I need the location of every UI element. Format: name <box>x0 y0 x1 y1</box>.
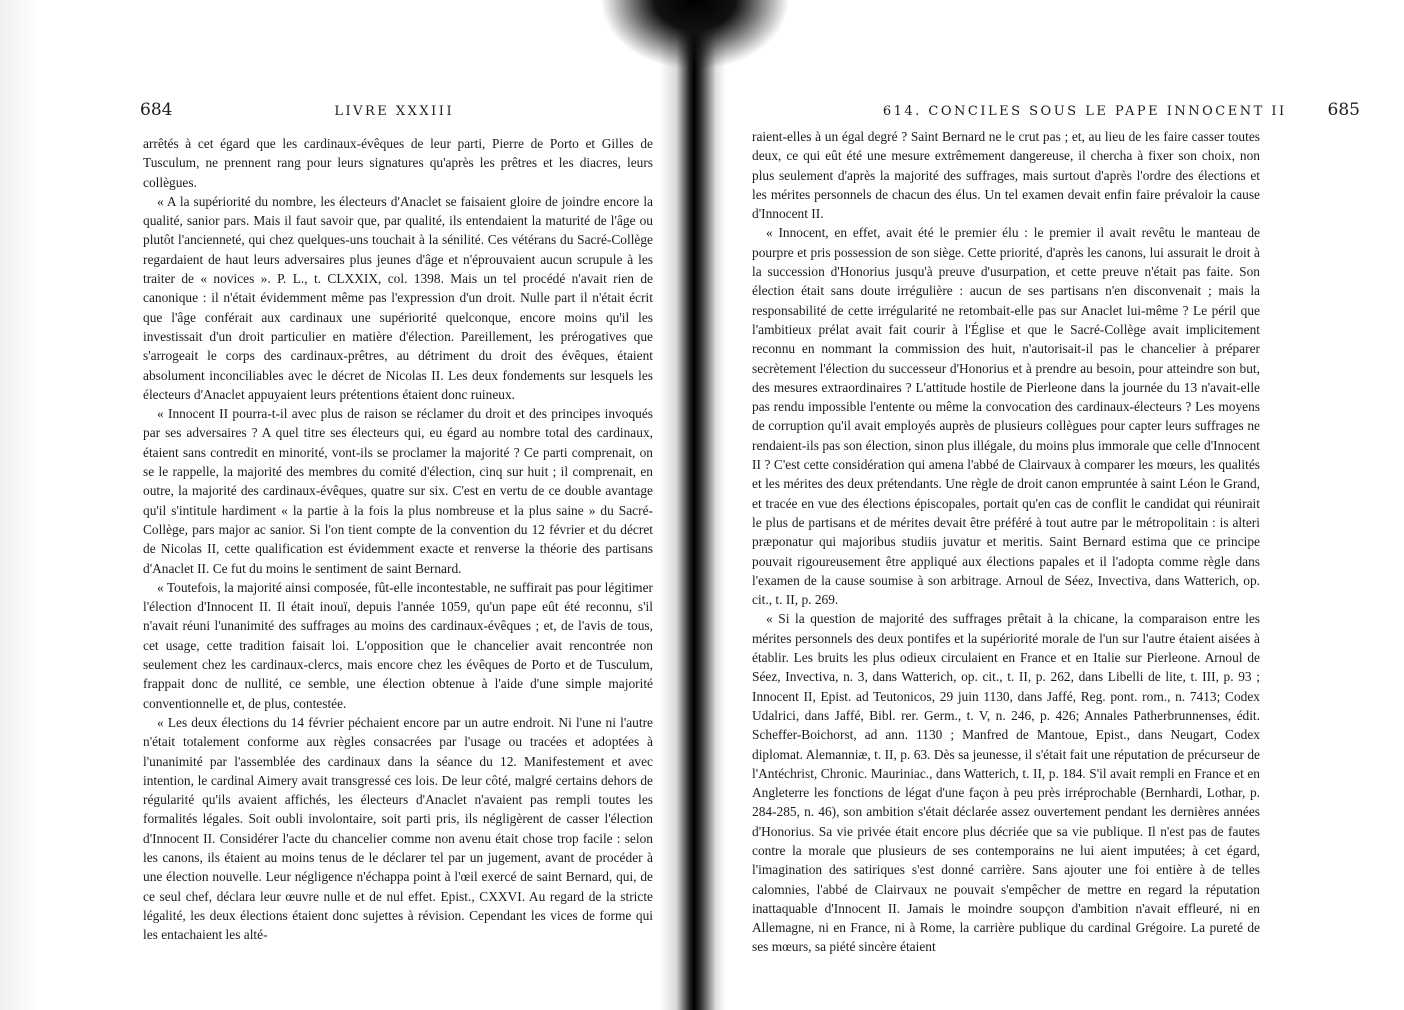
left-running-title: LIVRE XXXIII <box>334 104 455 119</box>
left-running-head <box>140 100 650 120</box>
left-paragraph-4: « Toutefois, la majorité ainsi composée, fût-elle incontestable, ne suffirait pas pour légitimer l'élection d'Innocent II. Il était inouï, depuis l'année 1059, qu'un pape eût été reconnu, s'il n'avait réuni l'unanimité des suffrages au moins des cardinaux-évêques ; et, de l'avis de tous, cet usage, cette tradition faisait loi. L'opposition que le chancelier avait rencontrée non seulement chez les cardinaux-clercs, mais encore chez les évêques de Porto et de Tusculum, frappait donc de nullité, ce semble, une élection obtenue à l'aide d'une simple majorité conventionnelle et, de plus, contestée. <box>143 579 653 711</box>
right-paragraph-2: « Innocent, en effet, avait été le premier élu : le premier il avait revêtu le manteau de pourpre et pris possession de son siège. Cette priorité, d'après les canons, lui assurait le droit à la succession d'Honorius jusqu'à preuve d'usurpation, et cette preuve n'était pas faite. Son élection était sans doute irrégulière : aucun de ses partisans n'en disconvenait ; mais la responsabilité de cette irrégularité ne retombait-elle pas sur Anaclet lui-même ? Le péril que l'ambitieux prélat avait fait courir à l'Église et que le Sacré-Collège avait implicitement reconnu en nommant la commission des huit, n'autorisait-il pas le chancelier à préparer secrètement l'élection du successeur d'Honorius et à prendre au besoin, pour atteindre son but, des mesures extraordinaires ? L'attitude hostile de Pierleone dans la journée du 13 n'avait-elle pas rendu impossible l'entente ou même la convocation des cardinaux-électeurs ? Les moyens de corruption qu'il avait employés auprès de plusieurs collègues pour capter leurs suffrages ne rendaient-ils pas son élection, sinon plus illégale, du moins plus immorale que celle d'Innocent II ? C'est cette considération qui amena l'abbé de Clairvaux à comparer les mœurs, les qualités et les mérites des deux prétendants. Une règle de droit canon empruntée à saint Léon le Grand, et tracée en vue des élections épiscopales, portait qu'en cas de conflit le candidat qui réunirait le plus de partisans et de mérites devait être préféré à tout autre par le métropolitain : is alteri præponatur qui majoribus studiis juvatur et meritis. Saint Bernard estima que ce principe pouvait rigoureusement être appliqué aux élections papales et il l'adopta comme règle dans l'examen de la cause soumise à son arbitrage. Arnoul de Séez, Invectiva, dans Watterich, op. cit., t. II, p. 269. <box>752 225 1260 608</box>
right-paragraph-1: raient-elles à un égal degré ? Saint Bernard ne le crut pas ; et, au lieu de les faire casser toutes deux, ce qui eût été une mesure extrêmement dangereuse, il chercha à fixer son choix, non plus seulement d'après la majorité des suffrages, mais surtout d'après l'ordre des élections et les mérites personnels de chacun des élus. Un tel examen devait enfin faire prévaloir la cause d'Innocent II. <box>752 129 1260 222</box>
right-page-number: 685 <box>1327 100 1360 120</box>
left-paragraph-5: « Les deux élections du 14 février péchaient encore par un autre endroit. Ni l'une ni l'autre n'était totalement conforme aux règles consacrées par l'usage ou tracées et adoptées à l'unanimité par l'assemblée des cardinaux dans la séance du 12. Manifestement et avec intention, le cardinal Aimery avait transgressé ces lois. De leur côté, malgré certains dehors de régularité qu'ils avaient affichés, les électeurs d'Anaclet n'avaient pas rempli toutes les formalités légales. Soit oubli involontaire, soit parti pris, ils négligèrent de casser l'élection d'Innocent II. Considérer l'acte du chancelier comme non avenu était chose trop facile : selon les canons, ils étaient au moins tenus de le déclarer tel par un jugement, avant de procéder à une élection nouvelle. Leur négligence n'échappa point à l'œil exercé de saint Bernard, qui, de ce seul chef, déclara leur œuvre nulle et de nul effet. Epist., CXXVI. Au regard de la stricte légalité, les deux élections étaient donc sujettes à révision. Cependant les vices de forme qui les entachaient les alté- <box>143 714 653 943</box>
left-body-text <box>143 134 653 944</box>
left-page <box>0 0 670 1010</box>
left-paragraph-1: arrêtés à cet égard que les cardinaux-évêques de leur parti, Pierre de Porto et Gilles de Tusculum, ne prennent rang pour leurs signatures qu'après les prêtres et les diacres, leurs collègues. <box>143 136 653 190</box>
right-body-text <box>752 127 1260 957</box>
left-page-number: 684 <box>140 100 173 120</box>
left-paragraph-2: « A la supériorité du nombre, les électeurs d'Anaclet se faisaient gloire de joindre encore la qualité, sanior pars. Mais il faut savoir que, par qualité, ils entendaient la maturité de l'âge ou plutôt l'ancienneté, qui chez quelques-uns touchait à la sénilité. Ces vétérans du Sacré-Collège regardaient de haut leurs adversaires plus jeunes d'âge et n'éprouvaient aucun scrupule à les traiter de « novices ». P. L., t. CLXXIX, col. 1398. Mais un tel procédé n'avait rien de canonique : il n'était évidemment même pas l'expression d'un droit. Nulle part il n'était écrit que l'âge conférait aux cardinaux une supériorité quelconque, encore moins qu'il les investissait d'un droit particulier en matière d'élection. Pareillement, les prérogatives que s'arrogeait le corps des cardinaux-prêtres, au détriment du droit des évêques, étaient absolument inconciliables avec le décret de Nicolas II. Les deux fondements sur lesquels les électeurs d'Anaclet appuyaient leurs prétentions étaient donc ruineux. <box>143 193 653 402</box>
right-paragraph-3: « Si la question de majorité des suffrages prêtait à la chicane, la comparaison entre les mérites personnels des deux pontifes et la supériorité morale de l'un sur l'autre étaient aisées à établir. Les bruits les plus odieux circulaient en France et en Italie sur Pierleone. Arnoul de Séez, Invectiva, n. 3, dans Watterich, op. cit., t. II, p. 262, dans Libelli de lite, t. III, p. 93 ; Innocent II, Epist. ad Teutonicos, 29 juin 1130, dans Jaffé, Reg. pont. rom., n. 7413; Codex Udalrici, dans Jaffé, Bibl. rer. Germ., t. V, n. 246, p. 426; Annales Patherbrunnenses, édit. Scheffer-Boichorst, ad ann. 1130 ; Manfred de Mantoue, Epist., dans Neugart, Codex diplomat. Alemanniæ, t. II, p. 63. Dès sa jeunesse, il s'était fait une réputation de précurseur de l'Antéchrist, Chronic. Mauriniac., dans Watterich, t. II, p. 184. S'il avait rempli en France et en Angleterre les fonctions de légat d'une façon à peu près irréprochable (Bernhardi, Lothar, p. 284-285, n. 46), son ambition s'était déclarée assez ouvertement pendant les dernières années d'Honorius. Sa vie privée était encore plus décriée que sa vie publique. Il n'est pas de fautes contre la morale que plusieurs de ses contemporains ne lui aient imputées; à cet égard, l'imagination des satiriques s'est donné carrière. Sans ajouter une foi entière à de telles calomnies, l'abbé de Clairvaux ne pouvait s'empêcher de mettre en regard la réputation inattaquable d'Innocent II. Jamais le moindre soupçon d'ambition n'avait effleuré, ni en Allemagne, ni en France, ni à Rome, la carrière publique du cardinal Grégoire. La pureté de ses mœurs, sa piété sincère étaient <box>752 611 1260 955</box>
book-gutter <box>660 0 726 1010</box>
right-running-title: 614. CONCILES SOUS LE PAPE INNOCENT II <box>882 104 1287 119</box>
right-page <box>720 0 1404 1010</box>
left-paragraph-3: « Innocent II pourra-t-il avec plus de raison se réclamer du droit et des principes invoqués par ses adversaires ? A quel titre ses électeurs qui, eu égard au nombre total des cardinaux, étaient sans contredit en minorité, vont-ils se proclamer la majorité ? Ce parti comprenait, on se le rappelle, la majorité des membres du comité d'élection, cinq sur huit ; il comprenait, en outre, la majorité des cardinaux-évêques, quatre sur six. C'est en vertu de ce double avantage qu'il s'intitule hardiment « la partie à la fois la plus nombreuse et la plus saine » du Sacré-Collège, pars major ac sanior. Si l'on tient compte de la convention du 12 février et du décret de Nicolas II, cette qualification est évidemment exacte et renverse la théorie des partisans d'Anaclet II. Ce fut du moins le sentiment de saint Bernard. <box>143 406 653 576</box>
right-running-head <box>832 100 1360 120</box>
